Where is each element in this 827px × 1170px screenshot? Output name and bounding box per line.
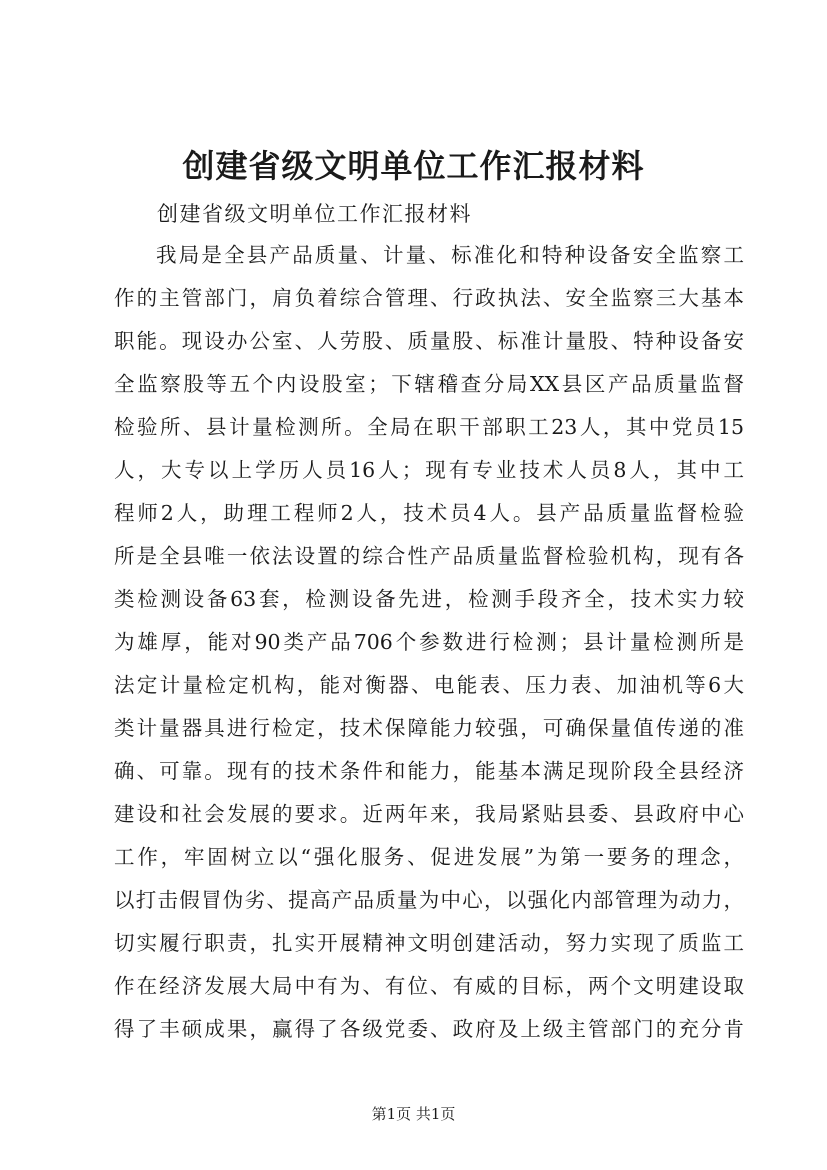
paragraph-line: 确、可靠。现有的技术条件和能力，能基本满足现阶段全县经济	[114, 759, 744, 783]
paragraph-line: 所是全县唯一依法设置的综合性产品质量监督检验机构，现有各	[114, 544, 744, 568]
paragraph-line: 类检测设备63套，检测设备先进，检测手段齐全，技术实力较	[114, 587, 744, 611]
paragraph-line: 工作，牢固树立以“强化服务、促进发展”为第一要务的理念，	[114, 845, 744, 869]
paragraph-line: 建设和社会发展的要求。近两年来，我局紧贴县委、县政府中心	[114, 802, 744, 826]
paragraph-line: 以打击假冒伪劣、提高产品质量为中心，以强化内部管理为动力，	[114, 888, 744, 912]
paragraph-line: 得了丰硕成果，赢得了各级党委、政府及上级主管部门的充分肯	[114, 1017, 744, 1041]
paragraph-line: 为雄厚，能对90类产品706个参数进行检测；县计量检测所是	[114, 630, 744, 654]
paragraph-line: 职能。现设办公室、人劳股、质量股、标准计量股、特种设备安	[114, 329, 744, 353]
paragraph-line: 切实履行职责，扎实开展精神文明创建活动，努力实现了质监工	[114, 931, 744, 955]
paragraph-line: 人，大专以上学历人员16人；现有专业技术人员8人，其中工	[114, 458, 744, 482]
paragraph-line: 法定计量检定机构，能对衡器、电能表、压力表、加油机等6大	[114, 673, 744, 697]
body-paragraph	[114, 234, 744, 1051]
paragraph-line: 作在经济发展大局中有为、有位、有威的目标，两个文明建设取	[114, 974, 744, 998]
paragraph-line: 程师2人，助理工程师2人，技术员4人。县产品质量监督检验	[114, 501, 744, 525]
paragraph-line: 作的主管部门，肩负着综合管理、行政执法、安全监察三大基本	[114, 286, 744, 310]
paragraph-line: 我局是全县产品质量、计量、标准化和特种设备安全监察工	[156, 243, 744, 267]
paragraph-line: 类计量器具进行检定，技术保障能力较强，可确保量值传递的准	[114, 716, 744, 740]
page-footer: 第1页 共1页	[371, 1105, 456, 1123]
paragraph-line: 检验所、县计量检测所。全局在职干部职工23人，其中党员15	[114, 415, 744, 439]
document-subtitle: 创建省级文明单位工作汇报材料	[157, 202, 472, 226]
document-title: 创建省级文明单位工作汇报材料	[182, 147, 645, 185]
paragraph-line: 全监察股等五个内设股室；下辖稽查分局XX县区产品质量监督	[114, 372, 744, 396]
